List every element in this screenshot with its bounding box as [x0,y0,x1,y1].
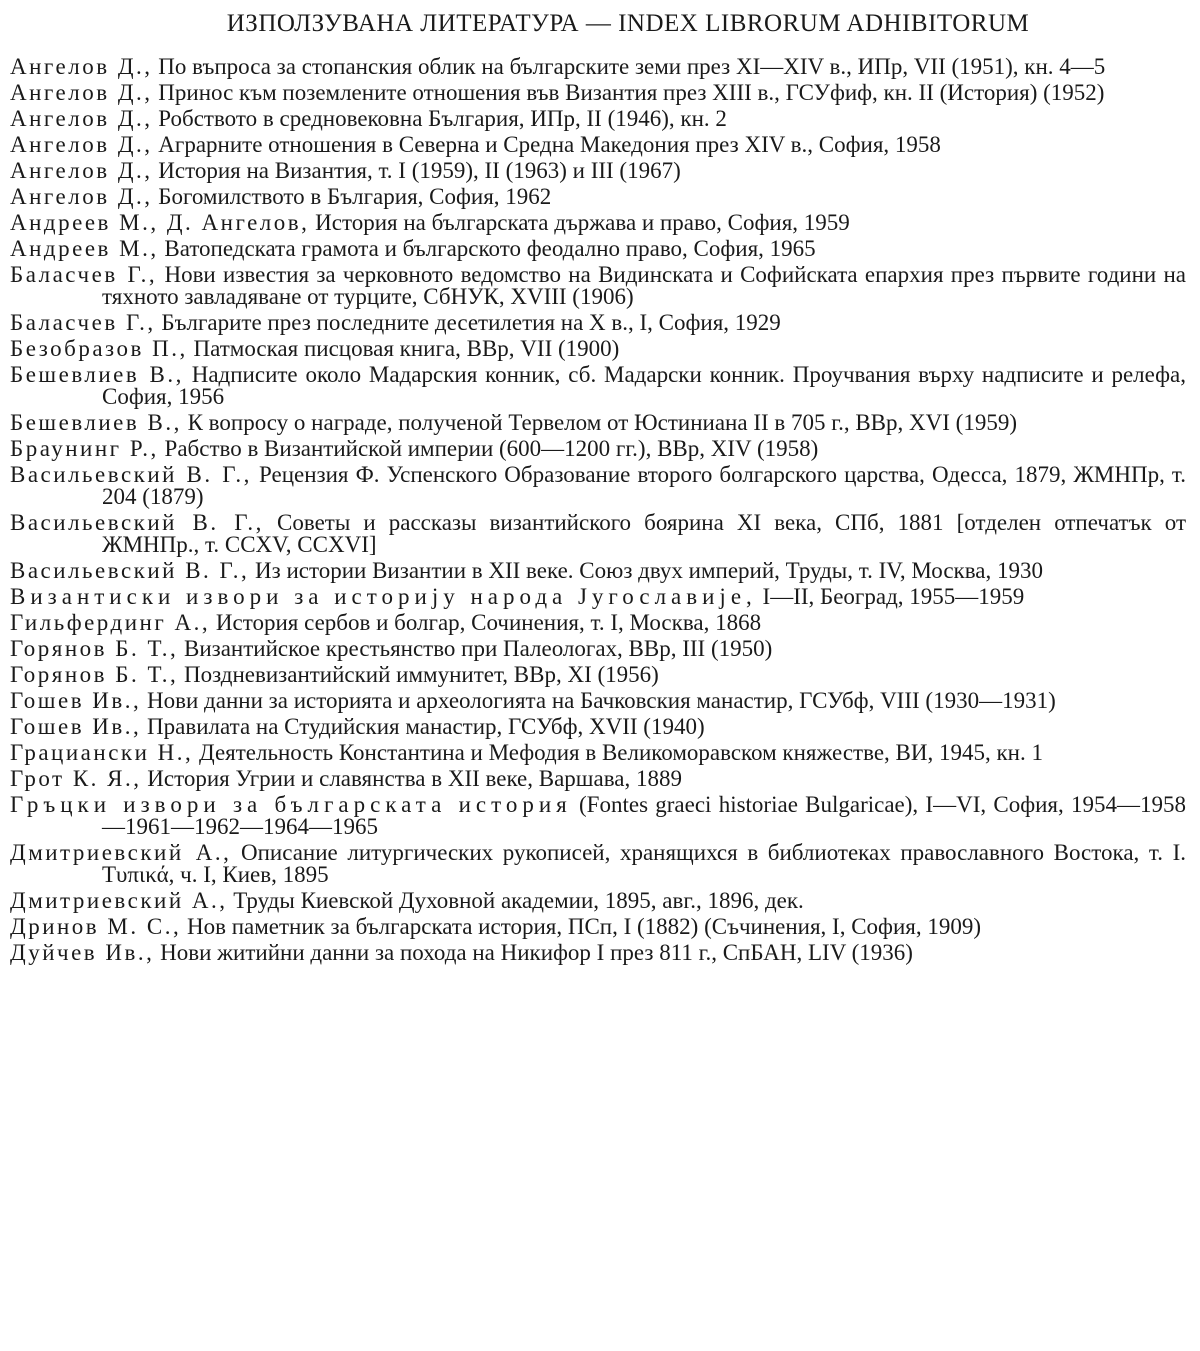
entry-author: Васильевский В. Г., [10,462,252,487]
entry-author: Ангелов Д., [10,106,153,131]
entry-work: К вопросу о награде, полученой Тервелом от Юстиниана II в 705 г., ВВр, XVI (1959) [187,410,1017,435]
entry-author: Баласчев Г., [10,310,156,335]
entry-author: Дмитриевский А., [10,840,232,865]
bibliography-entry [10,438,1186,460]
bibliography-entry [10,916,1186,938]
entry-author: Грот К. Я., [10,766,142,791]
bibliography-entry [10,794,1186,838]
bibliography-entry [10,338,1186,360]
entry-author: Гошев Ив., [10,714,142,739]
bibliography-entry [10,464,1186,508]
bibliography-entry [10,586,1186,608]
entry-work: История на Византия, т. I (1959), II (1963) и III (1967) [158,158,681,183]
entry-work: Описание литургических рукописей, хранящихся в библиотеках православного Востока, т. I. Τυπικά, ч. I, Киев, 1895 [102,840,1187,887]
entry-work: Рабство в Византийской империи (600—1200 гг.), ВВр, XIV (1958) [164,436,819,461]
bibliography-entry [10,842,1186,886]
entry-author: Дуйчев Ив., [10,940,155,965]
entry-work: По въпроса за стопанския облик на българските земи през XI—XIV в., ИПр, VII (1951), кн. 4—5 [158,54,1106,79]
bibliography-entry [10,108,1186,130]
bibliography-entry [10,364,1186,408]
bibliography-entry [10,134,1186,156]
entry-author: Васильевский В. Г., [10,558,250,583]
entry-work: I—II, Београд, 1955—1959 [762,584,1025,609]
entry-author: Бешевлиев В., [10,362,184,387]
bibliography-entry [10,238,1186,260]
entry-author: Гръцки извори за българската история [10,792,572,817]
entry-work: Патмоская писцовая книга, ВВр, VII (1900) [193,336,620,361]
entry-work: (Fontes graeci historiae Bulgaricae), I—VI, София, 1954—1958—1961—1962—1964—1965 [102,792,1187,839]
entry-author: Андреев М., [10,236,159,261]
entry-work: Поздневизантийский иммунитет, ВВр, XI (1956) [183,662,659,687]
entry-author: Византиски извори за историју народа Југославије, [10,584,757,609]
bibliography-entry [10,638,1186,660]
entry-work: Робството в средновековна България, ИПр, II (1946), кн. 2 [158,106,727,131]
bibliography-entry [10,312,1186,334]
entry-work: Ватопедската грамота и българското феодално право, София, 1965 [164,236,816,261]
entry-work: История Угрии и славянства в XII веке, Варшава, 1889 [147,766,682,791]
bibliography-entry [10,664,1186,686]
bibliography-entry [10,82,1186,104]
entry-work: Надписите около Мадарския конник, сб. Мадарски конник. Проучвания върху надписите и релефа, София, 1956 [102,362,1186,409]
bibliography-entry [10,186,1186,208]
entry-author: Браунинг Р., [10,436,159,461]
bibliography-entry [10,160,1186,182]
entry-work: Труды Киевской Духовной академии, 1895, авг., 1896, дек. [233,888,804,913]
bibliography-entry [10,768,1186,790]
entry-author: Дмитриевский А., [10,888,228,913]
entry-work: Византийское крестьянство при Палеологах, ВВр, III (1950) [183,636,773,661]
entry-author: Бешевлиев В., [10,410,182,435]
entry-author: Грациански Н., [10,740,194,765]
bibliography-entry [10,942,1186,964]
entry-author: Горянов Б. Т., [10,636,179,661]
page-title: ИЗПОЛЗУВАНА ЛИТЕРАТУРА — INDEX LIBRORUM ADHIBITORUM [226,10,1030,37]
bibliography-entry [10,560,1186,582]
entry-work: Рецензия Ф. Успенского Образование второго болгарского царства, Одесса, 1879, ЖМНПр, т. 204 (1879) [102,462,1186,509]
entry-work: История сербов и болгар, Сочинения, т. I, Москва, 1868 [215,610,762,635]
entry-work: Нови данни за историята и археологията на Бачковския манастир, ГСУбф, VIII (1930—1931) [147,688,1056,713]
entry-author: Гильфердинг А., [10,610,211,635]
entry-author: Ангелов Д., [10,54,153,79]
entry-author: Васильевский В. Г., [10,510,264,535]
entry-work: Нови известия за черковното ведомство на Видинската и Софийската епархия през първите години на тяхното завладяване от турците, СбНУК, XVIII (1906) [102,262,1186,309]
entry-work: История на българската държава и право, София, 1959 [315,210,850,235]
bibliography-entry [10,56,1186,78]
entry-work: Нови житийни данни за похода на Никифор I през 811 г., СпБАН, LIV (1936) [160,940,913,965]
entry-author: Баласчев Г., [10,262,158,287]
entry-work: Нов паметник за българската история, ПСп, I (1882) (Съчинения, I, София, 1909) [186,914,982,939]
entry-work: Правилата на Студийския манастир, ГСУбф, XVII (1940) [147,714,705,739]
bibliography-entry [10,212,1186,234]
entry-author: Дринов М. С., [10,914,182,939]
entry-work: Деятельность Константина и Мефодия в Великоморавском княжестве, ВИ, 1945, кн. 1 [199,740,1043,765]
entry-author: Ангелов Д., [10,158,153,183]
bibliography-entry [10,690,1186,712]
bibliography-entry [10,612,1186,634]
entry-work: Аграрните отношения в Северна и Средна Македония през XIV в., София, 1958 [158,132,941,157]
entry-work: Принос към поземлените отношения във Византия през XIII в., ГСУфиф, кн. II (История) (1952) [158,80,1105,105]
entry-author: Гошев Ив., [10,688,142,713]
bibliography-entry [10,512,1186,556]
entry-work: Богомилството в България, София, 1962 [158,184,552,209]
entry-work: Советы и рассказы византийского боярина XI века, СПб, 1881 [отделен отпечатък от ЖМНПр., т. CCXV, CCXVI] [102,510,1187,557]
bibliography-entry [10,742,1186,764]
entry-work: Из истории Византии в XII веке. Союз двух империй, Труды, т. IV, Москва, 1930 [255,558,1043,583]
entry-author: Андреев М., Д. Ангелов, [10,210,310,235]
bibliography-entry [10,264,1186,308]
entry-author: Ангелов Д., [10,132,153,157]
entry-author: Ангелов Д., [10,80,153,105]
bibliography-entry [10,890,1186,912]
bibliography-list [10,56,1186,964]
entry-author: Горянов Б. Т., [10,662,179,687]
bibliography-entry [10,716,1186,738]
entry-author: Ангелов Д., [10,184,153,209]
bibliography-entry [10,412,1186,434]
entry-author: Безобразов П., [10,336,188,361]
entry-work: Българите през последните десетилетия на X в., I, София, 1929 [161,310,781,335]
